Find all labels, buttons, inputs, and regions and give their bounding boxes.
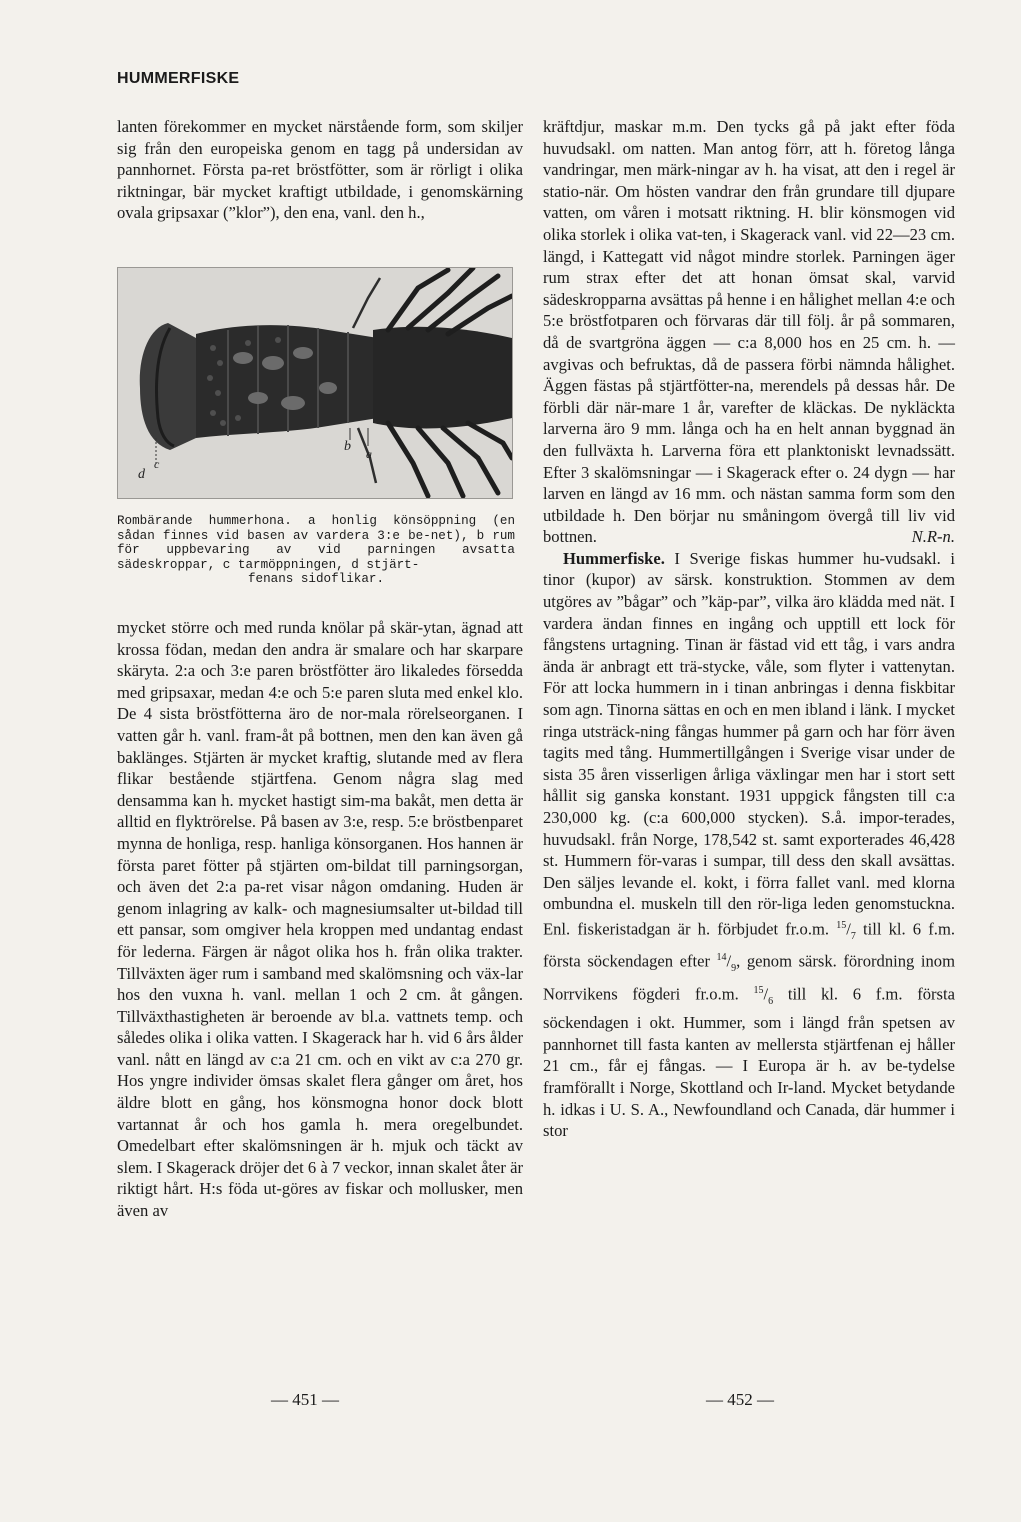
running-head: HUMMERFISKE (117, 70, 240, 87)
paragraph-text: till kl. 6 f.m. första söckendagen i okt. Hummer, som i längd från spetsen av pannhornet till fasta kanten av mellersta stjärtfenan ej håller 21 cm., får ej fångas. — I Europa är h. av be-tydelse framförallt i Norge, Skottland och Ir-land. Mycket betydande h. idkas i U. S. A., Newfoundland och Canada, där hummer i stor (543, 984, 955, 1141)
date-fraction-numerator: 14 (716, 952, 727, 964)
left-column-bottom (117, 617, 523, 1222)
date-fraction-denominator: 7 (850, 930, 856, 942)
lobster-illustration (117, 267, 513, 499)
date-fraction-denominator: 9 (731, 963, 737, 975)
paragraph-biology (543, 116, 955, 548)
paragraph-text: , genom särsk. förordning inom Norrvikens fögderi fr.o.m. (543, 951, 955, 1004)
figure-caption (117, 514, 515, 587)
figure-label-a: a (366, 447, 372, 461)
paragraph-fishing: Hummerfiske. I Sverige fiskas hummer hu-vudsakl. i tinor (kupor) av särsk. konstruktion. Stommen av dem utgöres av ”bågar” och ”käp-par”, vilka äro klädda med nät. I vardera ändan finnes en ingång och upptill ett lock för fångstens urtagning. Tinan är fästad vid ett tåg, i vars andra ända är anbragt ett trä-stycke, våle, som flyter i vattenytan. För att locka hummern in i tinan anbringas i denna fiskbitar som agn. Tinorna sättas en och en men ibland i länk. I mycket ringa utsträck-ning fångas hummer på garn och har förr även tagits med tång. Hummertillgången i Sverige visar under de sista 35 åren visserligen årliga växlingar men har i stort sett hållit sig ganska konstant. 1931 uppgick fångsten till c:a 230,000 kg. (c:a 600,000 stycken). S.å. impor-terades, huvudsakl. från Norge, 178,542 st. samt exporterades 46,428 st. Hummern för-varas i sumpar, till dess den skall avsättas. Den säljes levande el. kokt, i förra fallet vanl. med klorna ombundna el. muskeln till den rör-liga leden genomstuckna. Enl. fiskeristadgan är h. förbjudet fr.o.m. $^{15}/_7$ till kl. 6 f.m. första söckendagen efter $^{14}/_9$, genom särsk. förordning inom Norrvikens fögderi fr.o.m. $^{15}/_6$ till kl. 6 f.m. första söckendagen i okt. Hummer, som i längd från spetsen av pannhornet till fasta kanten av mellersta stjärtfenan ej håller 21 cm., får ej fångas. — I Europa är h. av be-tydelse framförallt i Norge, Skottland och Ir-land. Mycket betydande h. idkas i U. S. A., Newfoundland och Canada, där hummer i stor (543, 548, 956, 1141)
date-fraction-numerator: 15 (836, 919, 847, 931)
figure-label-c: c (154, 457, 160, 471)
date-fraction-denominator: 6 (768, 995, 774, 1007)
caption-main: Rombärande hummerhona. a honlig könsöppning (en sådan finnes vid basen av vardera 3:e be-net), b rum för uppbevaring av vid parningen avsatta sädeskroppar, c tarmöppningen, d stjärt- (117, 514, 515, 572)
figure-label-b: b (344, 439, 351, 454)
page-number-right: — 452 — (706, 1390, 774, 1409)
right-column (543, 116, 955, 1142)
lobster-photo (118, 268, 512, 498)
figure-label-d: d (138, 467, 145, 482)
left-column-top (117, 116, 523, 224)
page-number-left: — 451 — (271, 1390, 339, 1409)
author-signature: N.R-n. (911, 527, 955, 547)
paragraph-text: I Sverige fiskas hummer hu-vudsakl. i tinor (kupor) av särsk. konstruktion. Stommen av dem utgöres av ”bågar” och ”käp-par”, vilka äro klädda med nät. I vardera ändan finnes en ingång och upptill ett lock för fångstens urtagning. Tinan är fästad vid ett tåg, i vars andra ända är anbragt ett trä-stycke, våle, som flyter i vattenytan. För att locka hummern in i tinan anbringas i denna fiskbitar som agn. Tinorna sättas en och en men ibland i länk. I mycket ringa utsträck-ning fångas hummer på garn och har förr även tagits med tång. Hummertillgången i Sverige visar under de sista 35 åren visserligen årliga växlingar men har i stort sett hållit sig ganska konstant. 1931 uppgick fångsten till c:a 230,000 kg. (c:a 600,000 stycken). S.å. impor-terades, huvudsakl. från Norge, 178,542 st. samt exporterades 46,428 st. Hummern för-varas i sumpar, till dess den skall avsättas. Den säljes levande el. kokt, i förra fallet vanl. med klorna ombundna el. muskeln till den rör-liga leden genomstuckna. Enl. fiskeristadgan är h. förbjudet fr.o.m. (543, 548, 955, 939)
paragraph: mycket större och med runda knölar på skär-ytan, ägnad att krossa födan, medan den andra är smalare och har skarpare skäryta. 2:a och 3:e paren bröstfötter äro likaledes försedda med gripsaxar, medan 4:e och 5:e paren sluta med enkel klo. De 4 sista bröstfötterna äro de nor-mala rörelseorganen. I vatten går h. vanl. fram-åt på bottnen, men den kan även gå baklänges. Stjärten är mycket kraftig, slutande med av flera flikar bestående stjärtfena. Genom några slag med densamma kan h. mycket hastigt sim-ma bakåt, men detta är alltid en flyktrörelse. På basen av 3:e, resp. 5:e bröstbenparet mynna de honliga, resp. hanliga könsorganen. Hos hannen är första paret fötter på stjärten om-bildat till parningsorgan, och även det 2:a pa-ret visar någon omdaning. Huden är genom inlagring av kalk- och magnesiumsalter ut-bildad till ett pansar, som omgiver hela kroppen med undantag endast för lederna. Färgen är något olika hos h. från olika trakter. Tillväxten äger rum i samband med skalömsning och väx-lar hos den vuxna h. vanl. mellan 1 och 2 cm. åt gången. Tillväxthastigheten är beroende av bl.a. vattnets temp. och således olika i olika vatten. I Skagerack har h. vid 6 års ålder vanl. nått en längd av c:a 21 cm. och en vikt av c:a 270 gr. Hos yngre individer ömsas skalet flera gånger om året, hos äldre blott en gång, hos könsmogna honor dock blott vartannat år och hos gamla h. mera oregelbundet. Omedelbart efter skalömsningen är h. mjuk och täckt av slem. I Skagerack dröjer det 6 à 7 veckor, innan skalet åter är riktigt hårt. H:s föda ut-göres av fiskar och mollusker, men även av (117, 618, 523, 1221)
caption-last-line: fenans sidoflikar. (247, 572, 385, 587)
paragraph-text: kräftdjur, maskar m.m. Den tycks gå på jakt efter föda huvudsakl. om natten. Man antog förr, att h. företog långa vandringar, men märk-ningar av h. ha visat, att den i regel är statio-när. Om hösten vandrar den från grundare till djupare vatten, om våren i motsatt riktning. H. blir könsmogen vid olika storlek i olika vat-ten, i Skagerack vanl. vid 22—23 cm. längd, i Kattegatt vid något mindre storlek. Parningen äger rum strax efter det att honan ömsat skal, varvid sädeskropparna avsättas på henne i en hålighet mellan 4:e och 5:e bröstfotparen och förvaras där till följ. år på sommaren, då de svartgröna äggen — c:a 8,000 hos en 25 cm. h. — avgivas och befruktas, då de passera förbi nämnda hålighet. Äggen fästas på stjärtfötter-na, merendels på dessas hår. De förbli där när-mare 1 år, varefter de kläckas. De nykläckta larverna äro 9 mm. långa och ha en helt annan byggnad än den fullväxta h. Larverna föra ett planktoniskt levnadssätt. Efter 3 skalömsningar — i Skagerack efter o. 24 dygn — har larven en längd av 16 mm. och nästan samma form som den utbildade h. Den börjar nu småningom övergå till liv vid bottnen. (543, 117, 955, 547)
section-heading: Hummerfiske. (563, 548, 665, 568)
paragraph-text: till kl. 6 f.m. första söckendagen efter (543, 919, 956, 971)
date-fraction-numerator: 15 (753, 984, 764, 996)
paragraph: lanten förekommer en mycket närstående form, som skiljer sig från den europeiska genom en tagg på undersidan av pannhornet. Första pa-ret bröstfötter, som är rörligt i olika riktningar, bär mycket kraftigt utbildade, i genomskärning ovala gripsaxar (”klor”), den ena, vanl. den h., (117, 117, 523, 223)
